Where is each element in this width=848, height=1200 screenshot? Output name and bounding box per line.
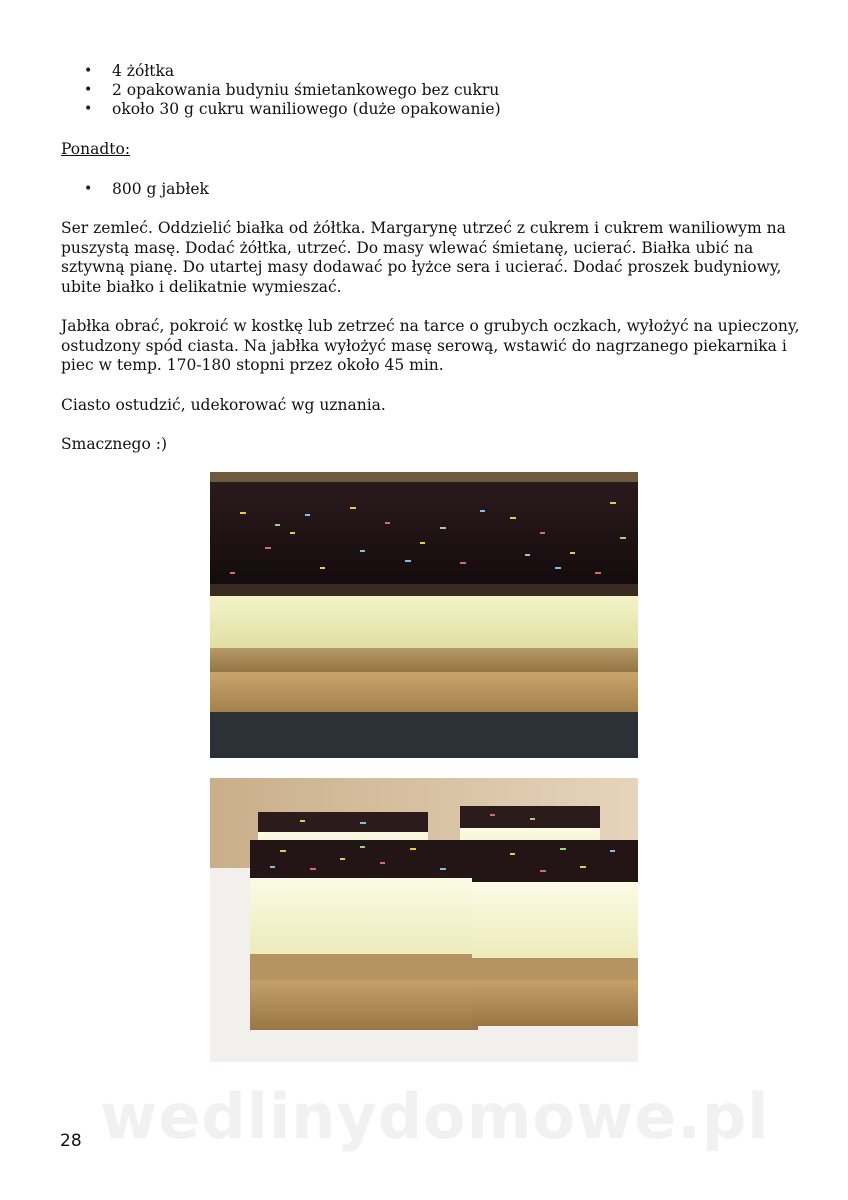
paragraph: Jabłka obrać, pokroić w kostkę lub zetrzeć na tarce o grubych oczkach, wyłożyć na upieczony, ostudzony spód ciasta. Na jabłka wyłożyć masę serową, wstawić do nagrzanego piekarnika i piec w temp. 170-180 stopni przez około 45 min.	[61, 317, 800, 374]
paragraph: Smacznego :)	[61, 435, 168, 453]
paragraph: Ser zemleć. Oddzielić białka od żółtka. Margarynę utrzeć z cukrem i cukrem waniliowym na puszystą masę. Dodać żółtka, utrzeć. Do masy wlewać śmietanę, ucierać. Białka ubić na sztywną pianę. Do utartej masy dodawać po łyżce sera i ucierać. Dodać proszek budyniowy, ubite białko i delikatnie wymieszać.	[61, 219, 786, 296]
list-item: • 4 żółtka	[84, 62, 501, 81]
paragraph: Ciasto ostudzić, udekorować wg uznania.	[61, 396, 386, 414]
extra-list	[84, 180, 209, 199]
cake-slab-image	[210, 472, 638, 758]
cake-photo-1	[210, 472, 638, 758]
list-item: • około 30 g cukru waniliowego (duże opakowanie)	[84, 100, 501, 119]
page-number: 28	[60, 1131, 82, 1151]
watermark: wedlinydomowe.pl	[100, 1080, 770, 1153]
cake-photo-2	[210, 778, 638, 1062]
section-heading: Ponadto:	[61, 140, 131, 158]
list-item: • 2 opakowania budyniu śmietankowego bez cukru	[84, 81, 501, 100]
cake-pieces-image	[210, 778, 638, 1062]
list-item: • 800 g jabłek	[84, 180, 209, 199]
ingredients-list	[84, 62, 501, 119]
